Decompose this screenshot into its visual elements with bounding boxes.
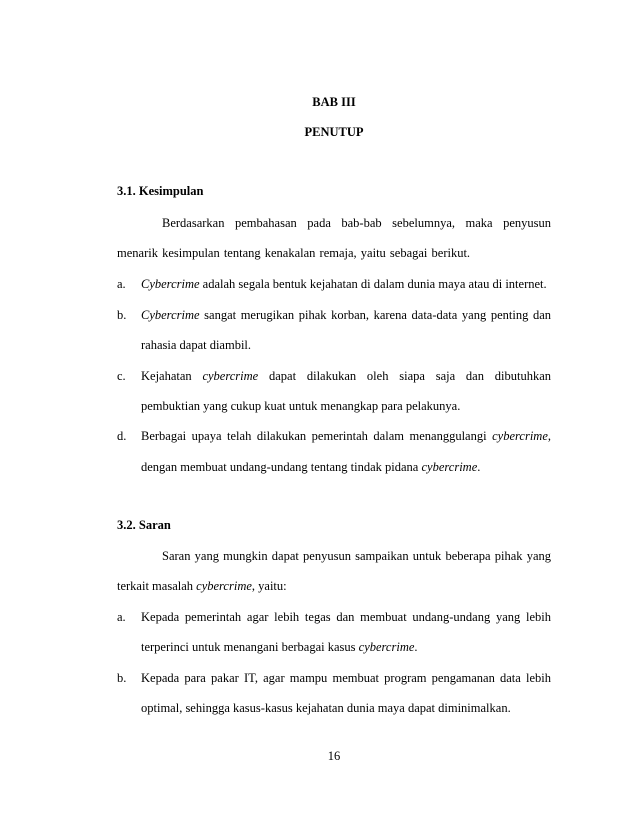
term-cybercrime: Cybercrime xyxy=(141,308,200,322)
list-marker: d. xyxy=(117,429,127,443)
item-text: terkait masalah xyxy=(117,579,197,593)
list-marker: b. xyxy=(117,308,127,322)
term-cybercrime: cybercrime xyxy=(196,579,252,593)
list-marker: a. xyxy=(117,610,126,624)
chapter-title: PENUTUP xyxy=(304,125,364,139)
page-number: 16 xyxy=(327,749,341,763)
term-cybercrime: Cybercrime xyxy=(141,277,200,291)
item-text: , yaitu: xyxy=(251,579,287,593)
chapter-number: BAB III xyxy=(312,95,356,109)
list-marker: c. xyxy=(117,369,126,383)
saran-intro-line2 xyxy=(117,578,287,594)
term-cybercrime: cybercrime xyxy=(358,640,415,654)
kesimpulan-item-c-line1 xyxy=(141,368,551,384)
saran-item-b-line1: Kepada para pakar IT, agar mampu membuat program pengamanan data lebih xyxy=(141,671,551,685)
saran-item-a-line1: Kepada pemerintah agar lebih tegas dan membuat undang-undang yang lebih xyxy=(141,610,551,624)
kesimpulan-intro-line2: menarik kesimpulan tentang kenakalan remaja, yaitu sebagai berikut. xyxy=(117,246,471,260)
saran-intro-line1: Saran yang mungkin dapat penyusun sampaikan untuk beberapa pihak yang xyxy=(162,549,551,563)
list-marker: b. xyxy=(117,671,127,685)
kesimpulan-item-a xyxy=(141,276,547,292)
list-marker: a. xyxy=(117,277,126,291)
item-text: . xyxy=(414,640,418,654)
item-text: , xyxy=(547,429,551,443)
item-text: dapat dilakukan oleh siapa saja dan dibutuhkan xyxy=(258,369,551,383)
kesimpulan-item-b-line2: rahasia dapat diambil. xyxy=(141,338,252,352)
section-heading-kesimpulan: 3.1. Kesimpulan xyxy=(117,184,204,198)
saran-item-b-line2: optimal, sehingga kasus-kasus kejahatan dunia maya dapat diminimalkan. xyxy=(141,701,511,715)
kesimpulan-item-c-line2: pembuktian yang cukup kuat untuk menangkap para pelakunya. xyxy=(141,399,461,413)
item-text: sangat merugikan pihak korban, karena data-data yang penting dan xyxy=(199,308,551,322)
item-text: Berbagai upaya telah dilakukan pemerintah dalam menanggulangi xyxy=(141,429,493,443)
term-cybercrime: cybercrime xyxy=(421,460,478,474)
item-text: terperinci untuk menangani berbagai kasus xyxy=(141,640,359,654)
kesimpulan-item-d-line1 xyxy=(141,428,551,444)
item-text: dengan membuat undang-undang tentang tindak pidana xyxy=(141,460,422,474)
kesimpulan-intro-line1: Berdasarkan pembahasan pada bab-bab sebelumnya, maka penyusun xyxy=(162,216,551,230)
item-text: . xyxy=(477,460,481,474)
saran-item-a-line2 xyxy=(141,639,418,655)
item-text: adalah segala bentuk kejahatan di dalam dunia maya atau di internet. xyxy=(199,277,547,291)
kesimpulan-item-d-line2 xyxy=(141,459,480,475)
kesimpulan-item-b-line1 xyxy=(141,307,551,323)
item-text: Kejahatan xyxy=(141,369,203,383)
term-cybercrime: cybercrime xyxy=(202,369,259,383)
section-heading-saran: 3.2. Saran xyxy=(117,518,171,532)
term-cybercrime: cybercrime xyxy=(492,429,548,443)
